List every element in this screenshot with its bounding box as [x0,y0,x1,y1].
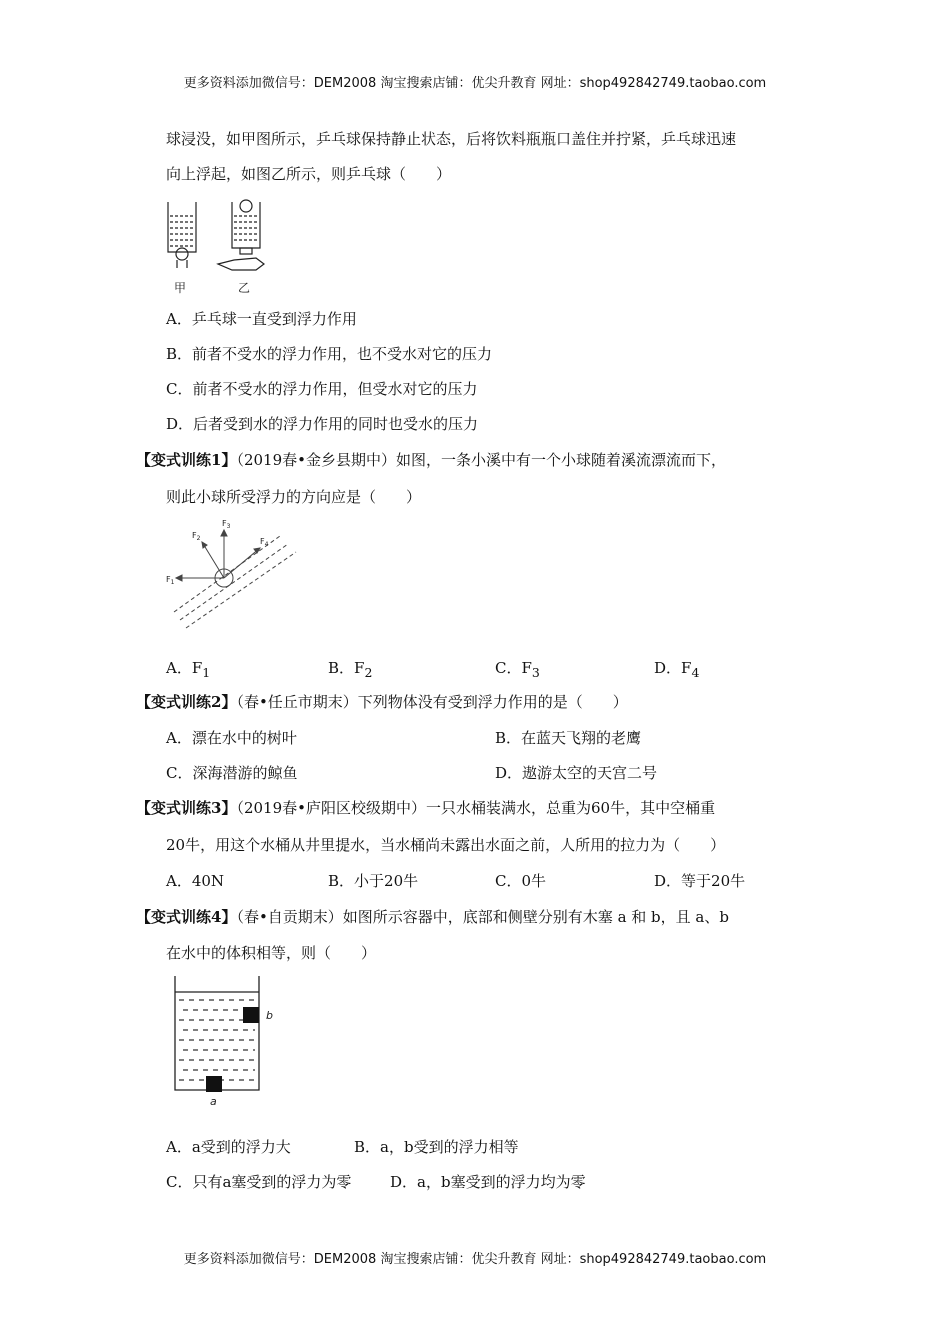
q2-line1 [136,692,628,712]
q3-option-c: C．0牛 [495,872,547,890]
q4-option-b: B．a，b受到的浮力相等 [354,1138,519,1156]
q0-figure [160,194,270,300]
q2-option-c: C．深海潜游的鲸鱼 [166,764,298,782]
q3-option-d: D．等于20牛 [654,872,746,890]
bottle-jia [168,202,196,268]
fig-f4-letter: F [260,537,265,546]
q4-option-d: D．a，b塞受到的浮力均为零 [390,1173,586,1191]
q3-line1 [136,798,715,818]
q1-text-line1: （2019春•金乡县期中）如图，一条小溪中有一个小球随着溪流漂流而下， [236,451,726,469]
q1-text-line2: 则此小球所受浮力的方向应是（ ） [166,488,422,506]
q1-tag: 【变式训练1】 [136,451,237,469]
fig-f1-letter: F [166,575,171,584]
fig-f4 [260,537,269,548]
fig-f4-sub: 4 [264,541,269,548]
q1-option-b-text: B．F [328,659,365,677]
arrow-f2-head [202,542,207,548]
page-header: 更多资料添加微信号：DEM2008 淘宝搜索店铺：优尖升教育 网址：shop492842749.taobao.com [183,76,767,91]
q1-option-d [654,658,699,683]
fig-f3 [222,519,231,530]
q3-text-line1: （2019春•庐阳区校级期中）一只水桶装满水，总重为60牛，其中空桶重 [236,799,716,817]
q2-option-d: D．遨游太空的天宫二号 [495,764,658,782]
q3-text-line2: 20牛，用这个水桶从井里提水，当水桶尚未露出水面之前，人所用的拉力为（ ） [166,836,726,854]
q3-option-b: B．小于20牛 [328,872,419,890]
plug-b [243,1007,259,1023]
q1-option-c-sub: 3 [531,665,540,680]
q1-option-d-sub: 4 [691,665,700,680]
fig-f2-letter: F [192,531,197,540]
fig-f1 [166,575,175,586]
q1-option-a-text: A．F [166,659,203,677]
bottle-yi [218,200,264,270]
fig-label-a: a [210,1095,217,1108]
q1-option-d-text: D．F [654,659,692,677]
q4-text-line2: 在水中的体积相等，则（ ） [166,944,377,962]
container [175,976,259,1090]
q1-option-c [495,658,540,683]
q2-text-line1: （春•任丘市期末）下列物体没有受到浮力作用的是（ ） [236,693,628,711]
q0-text-line2: 向上浮起，如图乙所示，则乒乓球（ ） [166,165,452,183]
fig-label-b: b [266,1009,273,1022]
q2-option-a: A．漂在水中的树叶 [166,729,297,747]
q1-option-b [328,658,372,683]
arrow-f1-head [176,575,182,581]
q4-figure [165,972,285,1110]
fig-f2-sub: 2 [196,535,201,542]
fig-f3-letter: F [222,519,227,528]
q4-option-c: C．只有a塞受到的浮力为零 [166,1173,352,1191]
q4-line1 [136,907,729,927]
fig-f1-sub: 1 [170,579,175,586]
q0-option-a: A．乒乓球一直受到浮力作用 [166,310,357,328]
q0-text-line1: 球浸没，如甲图所示，乒乓球保持静止状态，后将饮料瓶瓶口盖住并拧紧，乒乓球迅速 [166,130,737,148]
plug-a [206,1076,222,1092]
page-footer: 更多资料添加微信号：DEM2008 淘宝搜索店铺：优尖升教育 网址：shop492842749.taobao.com [183,1252,767,1267]
q2-tag: 【变式训练2】 [136,693,237,711]
fig-label-yi: 乙 [238,281,251,295]
fig-f2 [192,531,201,542]
arrow-f2 [202,542,224,578]
q1-option-c-text: C．F [495,659,532,677]
q4-text-line1: （春•自贡期末）如图所示容器中，底部和侧壁分别有木塞 a 和 b，且 a、b [236,908,729,926]
arrow-f3-head [221,530,227,536]
q1-option-a [166,658,210,683]
arrow-f4 [224,548,260,578]
q1-option-b-sub: 2 [364,665,373,680]
q4-tag: 【变式训练4】 [136,908,237,926]
q1-line1 [136,450,726,470]
fig-f3-sub: 3 [226,523,231,530]
q3-option-a: A．40N [166,872,225,890]
q4-option-a: A．a受到的浮力大 [166,1138,291,1156]
q1-figure [160,514,310,634]
fig-label-jia: 甲 [174,281,187,295]
q3-tag: 【变式训练3】 [136,799,237,817]
q0-option-c: C．前者不受水的浮力作用，但受水对它的压力 [166,380,478,398]
q0-option-b: B．前者不受水的浮力作用，也不受水对它的压力 [166,345,493,363]
stream-line-2 [180,544,288,620]
q0-option-d: D．后者受到水的浮力作用的同时也受水的压力 [166,415,479,433]
q2-option-b: B．在蓝天飞翔的老鹰 [495,729,642,747]
q1-option-a-sub: 1 [202,665,211,680]
